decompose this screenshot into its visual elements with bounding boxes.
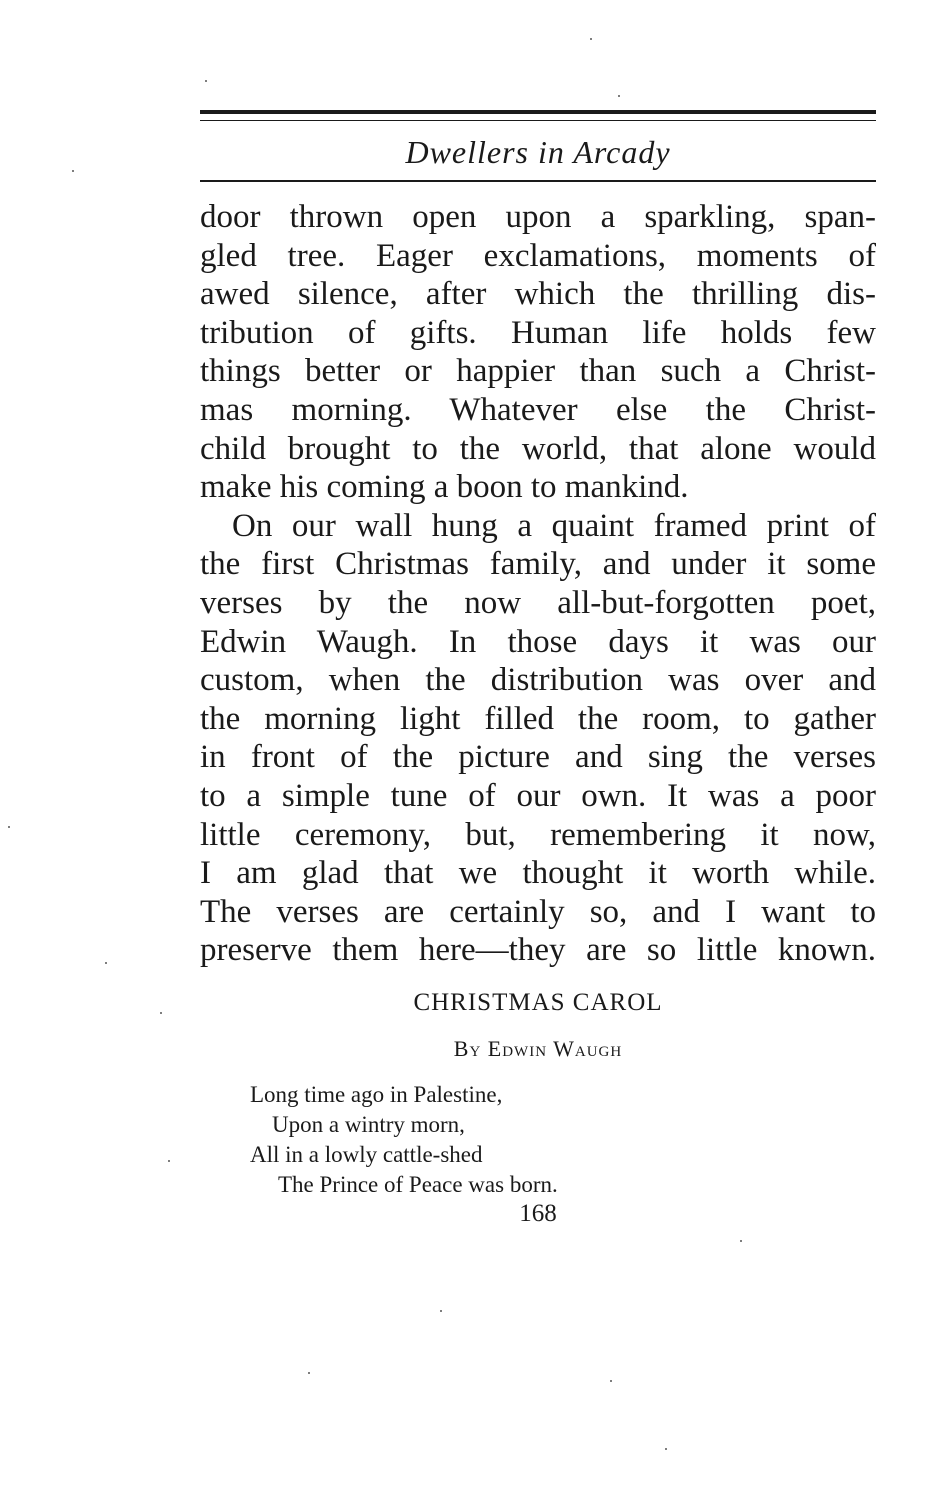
scan-speck [740, 1240, 742, 1242]
scan-speck [160, 1012, 162, 1014]
header-rule-bottom [200, 180, 876, 182]
paragraph-2 [200, 507, 876, 970]
text-line: to a simple tune of our own. It was a poor [200, 777, 876, 814]
verse-line: Long time ago in Palestine, [250, 1082, 503, 1107]
text-line: make his coming a boon to mankind. [200, 469, 689, 506]
paragraph-1 [200, 198, 876, 507]
text-line: tribution of gifts. Human life holds few [200, 314, 876, 351]
text-line: Edwin Waugh. In those days it was our [200, 623, 876, 660]
text-line: mas morning. Whatever else the Christ- [200, 391, 876, 428]
text-line: little ceremony, but, remembering it now, [200, 816, 876, 853]
scan-speck [168, 1160, 170, 1162]
scan-speck [610, 1380, 612, 1382]
text-line: verses by the now all-but-forgotten poet, [200, 584, 876, 621]
header-rule-thin [200, 120, 876, 121]
text-line: preserve them here—they are so little known. [200, 932, 876, 969]
text-line: things better or happier than such a Christ- [200, 353, 876, 390]
text-line: custom, when the distribution was over and [200, 662, 876, 699]
verse-line: The Prince of Peace was born. [278, 1172, 558, 1197]
scan-speck [618, 95, 620, 97]
scan-speck [440, 1310, 442, 1312]
verse-line: All in a lowly cattle-shed [250, 1142, 483, 1167]
carol-verse [250, 1080, 558, 1200]
text-line: in front of the picture and sing the verses [200, 739, 876, 776]
text-line: I am glad that we thought it worth while. [200, 855, 876, 892]
text-line: child brought to the world, that alone would [200, 430, 876, 467]
header-rule-thick [200, 110, 876, 114]
page-number: 168 [519, 1200, 557, 1227]
verse-line: Upon a wintry morn, [272, 1112, 465, 1137]
text-line: door thrown open upon a sparkling, span- [200, 199, 876, 235]
text-line: the first Christmas family, and under it some [200, 546, 876, 583]
text-line: The verses are certainly so, and I want to [200, 893, 876, 930]
scan-speck [72, 170, 74, 172]
scan-speck [590, 38, 592, 40]
text-line: awed silence, after which the thrilling dis- [200, 276, 876, 313]
scan-speck [105, 962, 107, 964]
carol-author: By Edwin Waugh [453, 1036, 623, 1061]
scan-speck [8, 826, 10, 828]
carol-title: CHRISTMAS CAROL [413, 989, 663, 1016]
text-line: the morning light filled the room, to gather [200, 700, 876, 737]
text-line: On our wall hung a quaint framed print of [232, 507, 876, 544]
running-head: Dwellers in Arcady [405, 134, 671, 170]
scan-speck [205, 80, 207, 82]
text-line: gled tree. Eager exclamations, moments of [200, 237, 876, 274]
body-text [200, 198, 876, 970]
scan-speck [665, 1448, 667, 1450]
scan-speck [308, 1372, 310, 1374]
